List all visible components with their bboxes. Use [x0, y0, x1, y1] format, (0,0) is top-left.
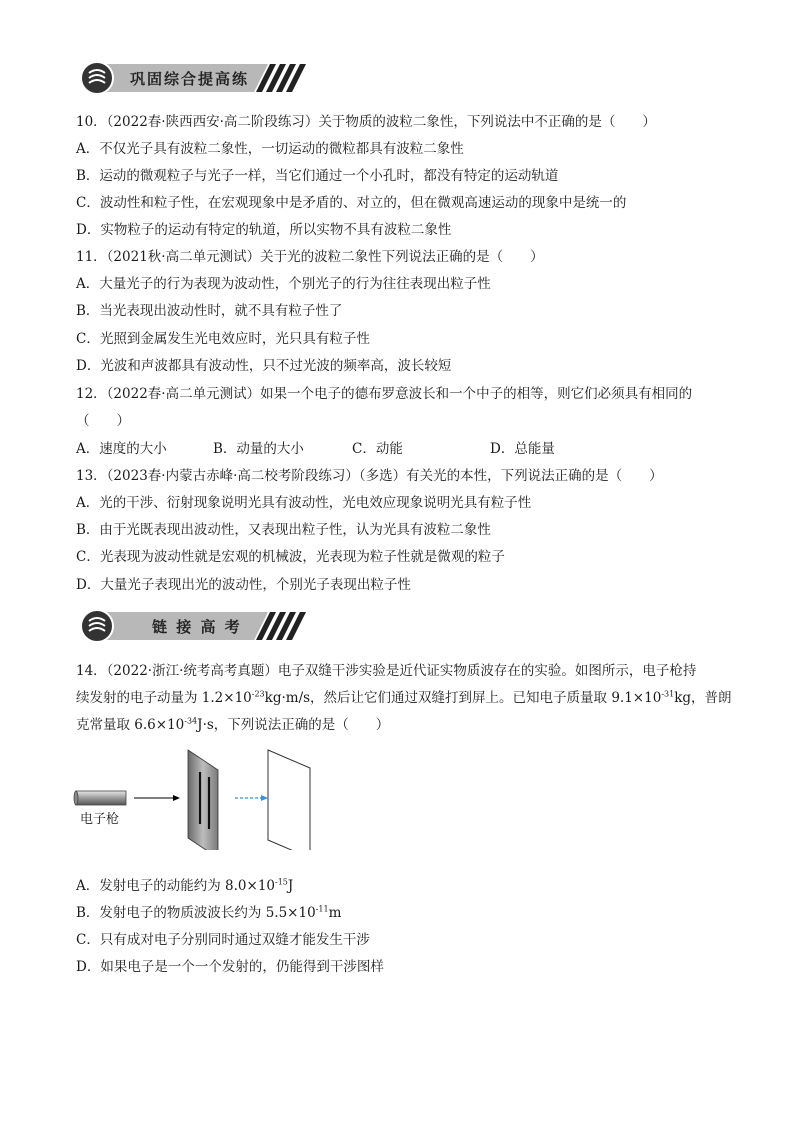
double-slit-diagram [70, 740, 320, 850]
question-14-stem-line2: 续发射的电子动量为 $1.2\times 10^{-23}kg\cdot m/s$，然后让它们通过双缝打到屏上。已知电子质量取 $9.1\times 10^{-31}kg$，普朗 [76, 689, 732, 706]
question-10-option-a: A．不仅光子具有波粒二象性，一切运动的微粒都具有波粒二象性 [76, 141, 464, 157]
electron-gun-label: 电子枪 [80, 812, 120, 827]
question-13-stem: 13．（2023春·内蒙古赤峰·高二校考阶段练习）（多选）有关光的本性，下列说法正确的是（ ） [76, 468, 663, 484]
question-10-option-c: C．波动性和粒子性，在宏观现象中是矛盾的、对立的，但在微观高速运动的现象中是统一的 [76, 195, 627, 211]
question-13-option-a: A．光的干涉、衍射现象说明光具有波动性，光电效应现象说明光具有粒子性 [76, 495, 532, 511]
question-12-option-a: A．速度的大小 [76, 441, 167, 457]
question-14-option-d: D．如果电子是一个一个发射的，仍能得到干涉图样 [76, 959, 384, 975]
question-13-option-b: B．由于光既表现出波动性，又表现出粒子性，认为光具有波粒二象性 [76, 522, 491, 538]
question-12-options [76, 440, 716, 458]
double-slit-figure [70, 740, 320, 850]
question-11-option-d: D．光波和声波都具有波动性，只不过光波的频率高，波长较短 [76, 358, 452, 374]
detection-screen [268, 750, 310, 850]
section-banner-gaokao [78, 609, 310, 643]
question-12-option-b: B．动量的大小 [213, 441, 304, 457]
question-12-option-d: D．总能量 [490, 441, 555, 457]
question-12-stem: 12．（2022春·高二单元测试）如果一个电子的德布罗意波长和一个中子的相等，则它们必须具有相同的 [76, 386, 693, 402]
question-10-stem: 10．（2022春·陕西西安·高二阶段练习）关于物质的波粒二象性，下列说法中不正确的是（ ） [76, 114, 656, 130]
question-14-stem-line1: 14．（2022·浙江·统考高考真题）电子双缝干涉实验是近代证实物质波存在的实验。如图所示，电子枪持 [76, 663, 697, 679]
question-11-stem: 11．（2021秋·高二单元测试）关于光的波粒二象性下列说法正确的是（ ） [76, 249, 544, 265]
question-11-option-a: A．大量光子的行为表现为波动性，个别光子的行为往往表现出粒子性 [76, 276, 491, 292]
question-12-stem-bracket: （ ） [76, 413, 130, 429]
section-banner-consolidate [78, 61, 310, 95]
electron-gun [76, 791, 126, 805]
question-14-option-c: C．只有成对电子分别同时通过双缝才能发生干涉 [76, 932, 370, 948]
question-14-option-b: B．发射电子的物质波波长约为 $5.5\times 10^{-11}m$ [76, 904, 342, 921]
question-14-option-a: A．发射电子的动能约为 $8.0\times 10^{-15}J$ [76, 877, 294, 894]
question-10-option-d: D．实物粒子的运动有特定的轨道，所以实物不具有波粒二象性 [76, 222, 452, 238]
question-13-option-c: C．光表现为波动性就是宏观的机械波，光表现为粒子性就是微观的粒子 [76, 549, 505, 565]
question-12-option-c: C．动能 [352, 441, 403, 457]
question-11-option-c: C．光照到金属发生光电效应时，光只具有粒子性 [76, 331, 370, 347]
section-title: 巩固综合提高练 [130, 70, 250, 88]
question-14-stem-line3: 克常量取 $6.6\times 10^{-34}J\cdot s$，下列说法正确的是（ ） [76, 716, 390, 733]
question-10-option-b: B．运动的微观粒子与光子一样，当它们通过一个小孔时，都没有特定的运动轨道 [76, 168, 559, 184]
question-13-option-d: D．大量光子表现出光的波动性，个别光子表现出粒子性 [76, 577, 411, 593]
section-title: 链 接 高 考 [152, 618, 242, 636]
question-11-option-b: B．当光表现出波动性时，就不具有粒子性了 [76, 303, 343, 319]
double-slit-plate [188, 750, 218, 850]
